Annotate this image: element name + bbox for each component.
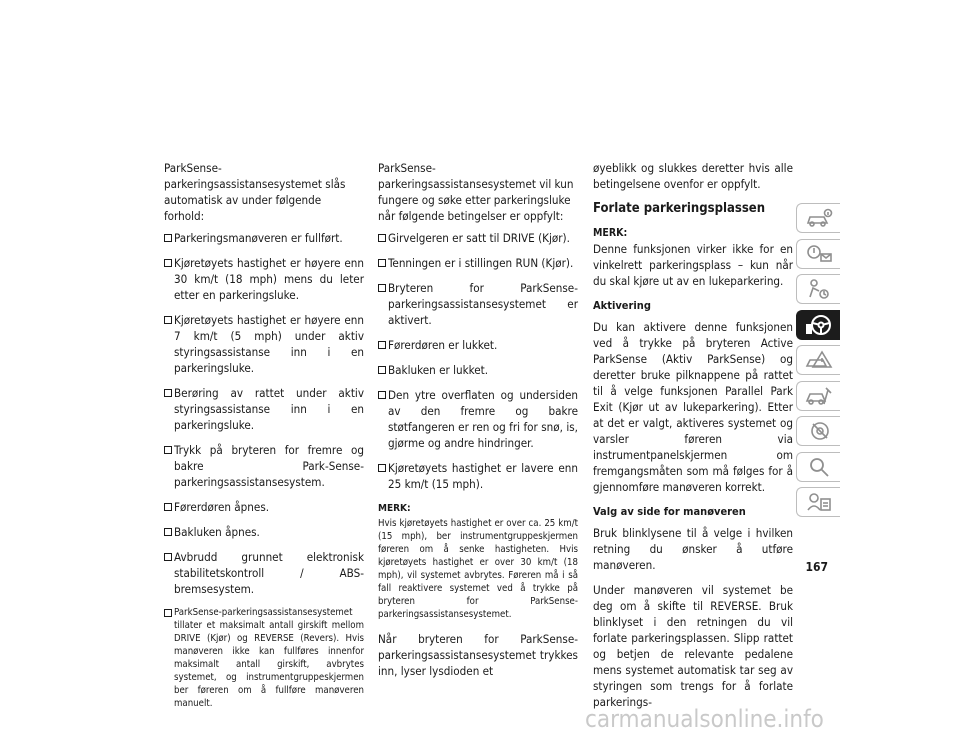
checkbox-bullet-icon [164,503,172,511]
paragraph: Bruk blinklysene til å velge i hvilken retning du ønsker å utføre manøveren. [593,526,793,572]
checkbox-bullet-icon [164,446,172,454]
watermark: carmanualsonline.info [585,705,824,733]
section-heading: Forlate parkeringsplassen [593,201,766,216]
list-item: Den ytre overflaten og undersiden av den fremre og bakre støtfangeren er ren og fri for snø, is, gjørme og andre hindringer. [378,387,578,451]
tab-safety[interactable] [796,274,840,304]
bullet-list [378,230,578,492]
list-item: Avbrudd grunnet elektronisk stabilitetskontroll / ABS-bremsesystem. [164,549,364,597]
checkbox-bullet-icon [378,391,386,399]
paragraph: Når bryteren for ParkSense-parkeringsassistansesystemet trykkes inn, lyser lysdioden et [378,632,578,678]
tab-warning-lights[interactable] [796,239,840,269]
list-item: Tenningen er i stillingen RUN (Kjør). [378,255,578,271]
list-item: Kjøretøyets hastighet er lavere enn 25 km/t (15 mph). [378,460,578,492]
customer-help-icon [804,490,834,514]
checkbox-bullet-icon [164,316,172,324]
page-number: 167 [805,560,828,574]
multimedia-icon [804,419,834,443]
tab-starting-operating[interactable] [796,310,840,340]
checkbox-bullet-icon [164,259,172,267]
list-item: Girvelgeren er satt til DRIVE (Kjør). [378,230,578,246]
chapter-tabs [796,203,840,523]
list-item: Førerdøren åpnes. [164,499,364,515]
paragraph: Under manøveren vil systemet be deg om å skifte til REVERSE. Bruk blinklyset i den retningen du vil forlate parkeringsplassen. Slipp rattet og betjen de relevante pedalene mens systemet automatisk tar seg av styringen som trengs for å forlate parkerings- [593,583,793,709]
subsection-heading: Aktivering [593,299,651,312]
checkbox-bullet-icon [164,528,172,536]
note-heading: MERK: [593,227,628,239]
checkbox-bullet-icon [378,259,386,267]
list-item: Kjøretøyets hastighet er høyere enn 30 km/t (18 mph) mens du leter etter en parkeringsluke. [164,255,364,303]
list-item: Førerdøren er lukket. [378,337,578,353]
paragraph: ParkSense-parkeringsassistansesystemet vil kun fungere og søke etter parkeringsluke når følgende betingelser er oppfylt: [378,161,574,223]
tab-search[interactable] [796,452,840,482]
tab-roadside[interactable] [796,345,840,375]
checkbox-bullet-icon [164,553,172,561]
text-column-2 [378,160,578,688]
list-item: Parkeringsmanøveren er fullført. [164,230,364,246]
tab-car-info[interactable] [796,203,840,233]
car-info-icon [804,206,834,230]
checkbox-bullet-icon [164,389,172,397]
roadside-icon [804,348,834,372]
list-item: Bakluken åpnes. [164,524,364,540]
note-text: Denne funksjonen virker ikke for en vinkelrett parkeringsplass – kun når du skal kjøre ut av en lukeparkering. [593,242,793,288]
list-item: Bryteren for ParkSense-parkeringsassistansesystemet er aktivert. [378,280,578,328]
maintenance-icon [804,384,834,408]
checkbox-bullet-icon [164,609,172,617]
note-heading: MERK: [378,503,411,514]
steering-wheel-icon [804,313,834,337]
list-item: Kjøretøyets hastighet er høyere enn 7 km/t (5 mph) under aktiv styringsassistanse inn i en parkeringsluke. [164,312,364,376]
tab-customer-help[interactable] [796,487,840,517]
checkbox-bullet-icon [378,341,386,349]
checkbox-bullet-icon [378,284,386,292]
note-text: Hvis kjøretøyets hastighet er over ca. 25 km/t (15 mph), ber instrumentgruppeskjermen føreren om å senke hastigheten. Hvis kjøretøyets hastighet er over 30 km/t (18 mph), vil systemet avbrytes. Føreren må i så fall reaktivere systemet ved å trykke på bryteren for ParkSense-parkeringsassistansesystemet. [378,518,578,620]
checkbox-bullet-icon [378,464,386,472]
text-column-1 [164,160,364,719]
search-icon [804,455,834,479]
list-item: Berøring av rattet under aktiv styringsassistanse inn i en parkeringsluke. [164,385,364,433]
checkbox-bullet-icon [378,366,386,374]
tab-maintenance[interactable] [796,381,840,411]
checkbox-bullet-icon [378,234,386,242]
bullet-list [164,230,364,710]
subsection-heading: Valg av side for manøveren [593,505,746,518]
safety-icon [804,277,834,301]
tab-multimedia[interactable] [796,416,840,446]
text-column-3 [593,160,793,719]
paragraph: ParkSense-parkeringsassistansesystemet slås automatisk av under følgende forhold: [164,161,346,223]
paragraph: øyeblikk og slukkes deretter hvis alle betingelsene ovenfor er oppfylt. [593,161,793,191]
list-item: ParkSense-parkeringsassistansesystemet tillater et maksimalt antall girskift mellom DRIVE (Kjør) og REVERSE (Revers). Hvis manøveren ikke kan fullføres innenfor maksimalt antall girskift, avbrytes systemet, og instrumentgruppeskjermen ber føreren om å fullføre manøveren manuelt. [164,606,364,710]
paragraph: Du kan aktivere denne funksjonen ved å trykke på bryteren Active ParkSense (Aktiv ParkSense) og deretter bruke pilknappene på rattet til å velge funksjonen Parallel Park Exit (Kjør ut av lukeparkering). Etter at det er valgt, aktiveres systemet og varsler føreren via instrumentpanelskjermen om fremgangsmåten som må følges for å gjennomføre manøveren korrekt. [593,320,793,494]
list-item: Bakluken er lukket. [378,362,578,378]
checkbox-bullet-icon [164,234,172,242]
list-item: Trykk på bryteren for fremre og bakre Park-Sense-parkeringsassistansesystem. [164,442,364,490]
warning-lights-icon [804,242,834,266]
